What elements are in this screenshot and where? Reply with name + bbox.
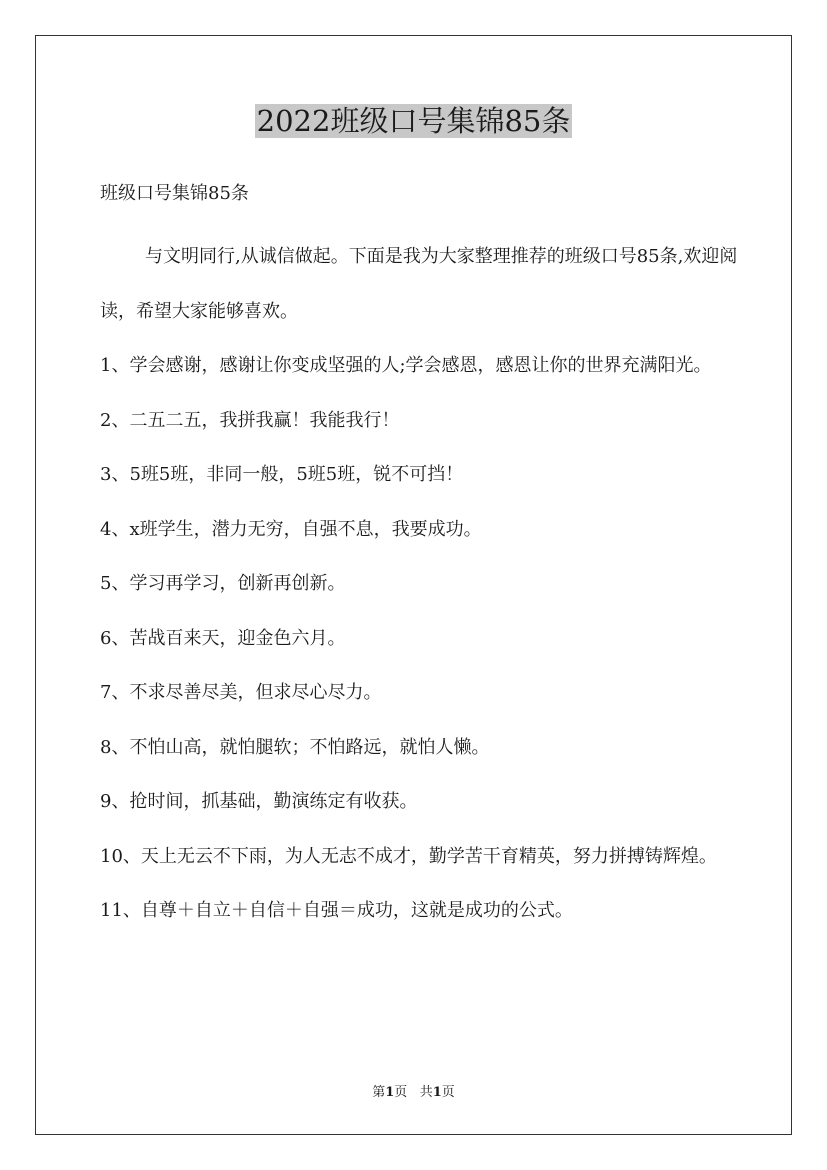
page-prefix: 第: [372, 1085, 386, 1100]
slogan-item: 11、自尊＋自立＋自信＋自强＝成功，这就是成功的公式。: [100, 900, 573, 921]
slogan-item: 6、苦战百来天，迎金色六月。: [100, 627, 346, 649]
total-prefix: 共: [419, 1085, 433, 1100]
document-body: [100, 230, 740, 939]
slogan-item: 4、x班学生，潜力无穷，自强不息，我要成功。: [100, 518, 482, 540]
slogan-item: 8、不怕山高，就怕腿软；不怕路远，就怕人懒。: [100, 736, 490, 758]
slogan-item: 1、学会感谢，感谢让你变成坚强的人;学会感恩，感恩让你的世界充满阳光。: [100, 355, 712, 376]
document-title: [0, 100, 827, 142]
page-footer: [0, 1083, 827, 1103]
slogan-item: 2、二五二五，我拼我赢！我能我行！: [100, 409, 400, 431]
total-pages: 1: [432, 1085, 442, 1100]
page-number: 1: [385, 1085, 395, 1100]
page-suffix: 页: [394, 1085, 408, 1100]
slogan-item: 10、天上无云不下雨，为人无志不成才，勤学苦干育精英，努力拼搏铸辉煌。: [100, 845, 717, 867]
document-title-text: 2022班级口号集锦85条: [256, 104, 571, 138]
intro-paragraph: 与文明同行,从诚信做起。下面是我为大家整理推荐的班级口号85条,欢迎阅读，希望大家能够喜欢。: [100, 246, 738, 322]
total-suffix: 页: [441, 1085, 455, 1100]
slogan-item: 7、不求尽善尽美，但求尽心尽力。: [100, 682, 382, 703]
slogan-item: 5、学习再学习，创新再创新。: [100, 573, 346, 594]
slogan-item: 9、抢时间，抓基础，勤演练定有收获。: [100, 791, 418, 812]
document-subtitle: 班级口号集锦85条: [100, 183, 249, 204]
slogan-item: 3、5班5班，非同一般，5班5班，锐不可挡！: [100, 464, 464, 485]
